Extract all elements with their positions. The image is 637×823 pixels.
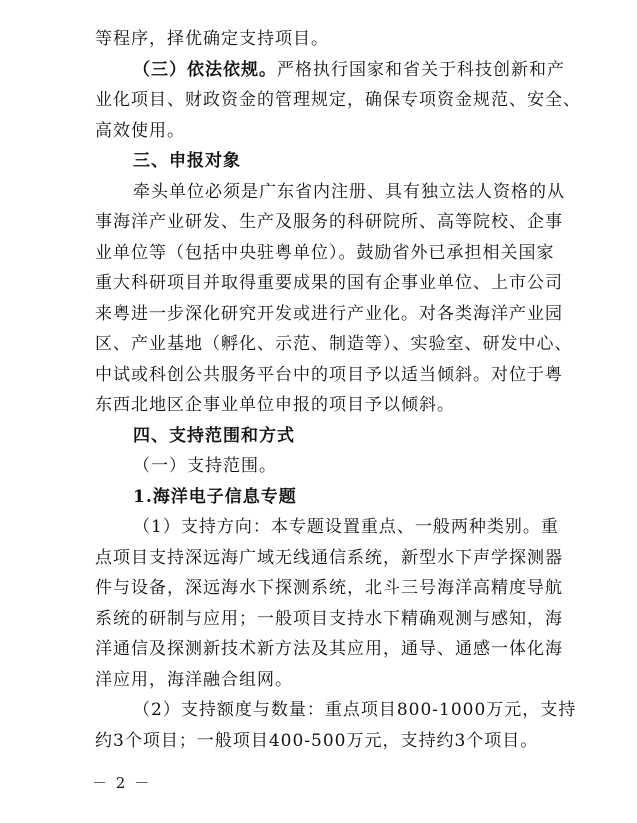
text-run: 东西北地区企事业单位申报的项目予以倾斜。 — [95, 395, 455, 415]
text-line — [95, 24, 555, 55]
text-run: （1）支持方向：本专题设置重点、一般两种类别。重 — [133, 517, 559, 537]
subsection-heading — [95, 482, 555, 513]
subsection-heading-text: 1.海洋电子信息专题 — [133, 486, 297, 507]
document-body — [95, 24, 581, 756]
text-line — [95, 299, 563, 330]
text-run: 高效使用。 — [95, 120, 185, 141]
text-line — [95, 238, 555, 269]
text-line — [95, 390, 555, 421]
text-run: 洋通信及探测新技术新方法及其应用，通导、通感一体化海 — [95, 639, 563, 659]
text-line — [95, 268, 563, 299]
section-heading — [95, 146, 555, 177]
page-number: － 2 － — [92, 774, 152, 792]
text-run: 来粤进一步深化研究开发或进行产业化。对各类海洋产业园 — [95, 303, 563, 324]
section-heading-text: 四、支持范围和方式 — [133, 425, 295, 446]
text-run: （2）支持额度与数量：重点项目800-1000万元，支持 — [133, 700, 577, 720]
section-heading — [95, 421, 555, 452]
text-line — [95, 512, 559, 543]
text-line — [95, 207, 563, 238]
text-line — [95, 573, 563, 604]
text-run: 事海洋产业研发、生产及服务的科研院所、高等院校、企事 — [95, 212, 563, 232]
text-run: （一）支持范围。 — [133, 456, 277, 476]
text-line — [95, 329, 573, 360]
text-line — [95, 360, 563, 391]
text-line — [95, 116, 555, 147]
text-line — [95, 726, 555, 757]
text-run: 严格执行国家和省关于科技创新和产 — [277, 59, 565, 80]
text-line — [95, 85, 581, 116]
text-run: 系统的研制与应用；一般项目支持水下精确观测与感知，海 — [95, 608, 563, 629]
clause-heading: （三）依法依规。 — [133, 59, 277, 80]
text-run: 业单位等（包括中央驻粤单位）。鼓励省外已承担相关国家 — [95, 242, 555, 263]
text-line — [95, 604, 563, 635]
text-run: 约3个项目；一般项目400-500万元，支持约3个项目。 — [95, 730, 539, 751]
text-run: 牵头单位必须是广东省内注册、具有独立法人资格的从 — [133, 181, 565, 202]
text-line — [95, 451, 555, 482]
text-run: 区、产业基地（孵化、示范、制造等）、实验室、研发中心、 — [95, 334, 573, 354]
text-run: 洋应用，海洋融合组网。 — [95, 669, 293, 690]
text-run: 业化项目、财政资金的管理规定，确保专项资金规范、安全、 — [95, 90, 581, 110]
text-line — [95, 695, 577, 726]
text-run: 点项目支持深远海广域无线通信系统，新型水下声学探测器 — [95, 547, 563, 568]
text-line — [95, 634, 563, 665]
text-line — [95, 665, 555, 696]
text-run: 件与设备，深远海水下探测系统，北斗三号海洋高精度导航 — [95, 578, 563, 598]
text-line — [95, 177, 565, 208]
text-run: 重大科研项目并取得重要成果的国有企事业单位、上市公司 — [95, 273, 563, 293]
text-run: 等程序，择优确定支持项目。 — [95, 29, 329, 49]
text-run: 中试或科创公共服务平台中的项目予以适当倾斜。对位于粤 — [95, 364, 563, 385]
text-line — [95, 543, 563, 574]
section-heading-text: 三、申报对象 — [133, 151, 241, 171]
text-line — [95, 55, 565, 86]
